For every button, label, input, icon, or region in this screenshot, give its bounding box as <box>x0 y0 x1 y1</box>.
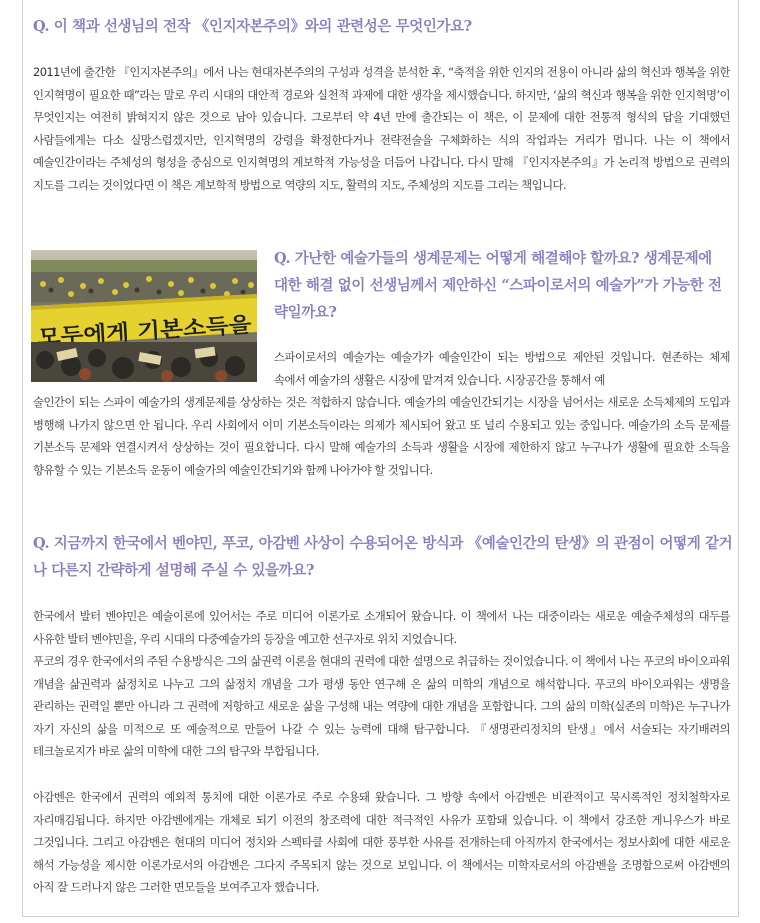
question-3: Q. 지금까지 한국에서 벤야민, 푸코, 아감벤 사상이 수용되어온 방식과 《예술인간의 탄생》의 관점이 어떻게 같거나 다른지 간략하게 설명해 주실 수 있을까요? <box>33 535 733 579</box>
protest-crowd-image <box>31 250 257 382</box>
question-2: Q. 가난한 예술가들의 생계문제는 어떻게 해결해야 할까요? 생계문제에 대한 해결 없이 선생님께서 제안하신 “스파이로서의 예술가”가 가능한 전략일까요? <box>274 250 722 321</box>
answer-2-rest: 술인간이 되는 스파이 예술가의 생계문제를 상상하는 것은 적합하지 않습니다. 예술가의 예술인간되기는 시장을 넘어서는 새로운 소득체제의 도입과 병행해 나가지 않으면 안 됩니다. 우리 사회에서 이미 기본소득이라는 의제가 제시되어 왔고 또 널리 수용되고 있는 중입니다. 예술가의 소득 문제를 기본소득 문제와 연결시켜서 상상하는 것이 필요합니다. 다시 말해 예술가의 소득과 생활을 시장에 제한하지 않고 누구나가 생활에 필요한 소득을 향유할 수 있는 기본소득 운동이 예술가의 예술인간되기와 함께 나아가야 할 것입니다. <box>33 395 730 477</box>
answer-1: 2011년에 출간한 『인지자본주의』에서 나는 현대자본주의의 구성과 성격을 분석한 후, “축적을 위한 인지의 전용이 아니라 삶의 혁신과 행복을 위한 인지혁명이 필요한 때”라는 말로 우리 시대의 대안적 경로와 실천적 과제에 대한 생각을 제시했습니다. 하지만, ‘삶의 혁신과 행복을 위한 인지혁명’이 무엇인지는 여전히 밝혀지지 않은 것으로 남아 있습니다. 그로부터 약 4년 만에 출간되는 이 책은, 이 문제에 대한 전통적 형식의 답을 기대했던 사람들에게는 다소 실망스럽겠지만, 인지혁명의 강령을 확정한다거나 전략전술을 구체화하는 식의 작업과는 거리가 멉니다. 나는 이 책에서 예술인간이라는 주체성의 형성을 중심으로 인지혁명의 계보학적 가능성을 더듬어 나갑니다. 다시 말해 『인지자본주의』가 논리적 방법으로 권력의 지도를 그리는 것이었다면 이 책은 계보학적 방법으로 역량의 지도, 활력의 지도, 주체성의 지도를 그리는 책입니다. <box>33 65 730 192</box>
banner-text: 모두에게 기본소득을 <box>37 313 229 350</box>
answer-2-top: 스파이로서의 예술가는 예술가가 예술인간이 되는 방법으로 제안된 것입니다. 현존하는 체제 속에서 예술가의 생활은 시장에 맡겨져 있습니다. 시장공간을 통해서 예 <box>274 350 730 387</box>
protest-photo <box>31 250 257 382</box>
answer-3-foucault: 푸코의 경우 한국에서의 주된 수용방식은 그의 삶권력 이론을 현대의 권력에 대한 설명으로 취급하는 것이었습니다. 이 책에서 나는 푸코의 바이오파워 개념을 삶권력과 삶정치로 나누고 그의 삶정치 개념을 그가 평생 동안 연구해 온 삶의 미학의 개념으로 해석합니다. 푸코의 바이오파워는 생명을 관리하는 권력일 뿐만 아니라 그 권력에 저항하고 새로운 삶을 구성해 내는 역량에 대한 개념을 포함합니다. 그의 삶의 미학(실존의 미학)은 누구나가 자기 자신의 삶을 미적으로 또 예술적으로 만들어 나갈 수 있는 능력에 대해 탐구합니다. 『생명관리정치의 탄생』에서 서술되는 자기배려의 테크놀로지가 바로 삶의 미학에 대한 그의 탐구와 부합됩니다. <box>33 654 730 759</box>
question-1: Q. 이 책과 선생님의 전작 《인지자본주의》와의 관련성은 무엇인가요? <box>33 18 472 35</box>
answer-3-agamben: 아감벤은 한국에서 권력의 예외적 통치에 대한 이론가로 주로 수용돼 왔습니다. 그 방향 속에서 아감벤은 비관적이고 묵시록적인 정치철학자로 자리매김됩니다. 하지만 아감벤에게는 개체로 되기 이전의 창조력에 대한 적극적인 사유가 포함돼 있습니다. 이 책에서 강조한 게니우스가 바로 그것입니다. 그리고 아감벤은 현대의 미디어 정치와 스펙타클 사회에 대한 풍부한 사유를 전개하는데 아직까지 한국에서는 정보사회에 대한 새로운 해석 가능성을 제시한 이론가로서의 아감벤은 그다지 주목되지 않는 것으로 보입니다. 이 책에서는 미학자로서의 아감벤을 조명함으로써 아감벤의 아직 잘 드러나지 않은 그러한 면모들을 보여주고자 했습니다. <box>33 790 730 895</box>
answer-3-benjamin: 한국에서 발터 벤야민은 예술이론에 있어서는 주로 미디어 이론가로 소개되어 왔습니다. 이 책에서 나는 대중이라는 새로운 예술주체성의 대두를 사유한 발터 벤야민을, 우리 시대의 다중예술가의 등장을 예고한 선구자로 위치 지었습니다. <box>33 609 730 646</box>
